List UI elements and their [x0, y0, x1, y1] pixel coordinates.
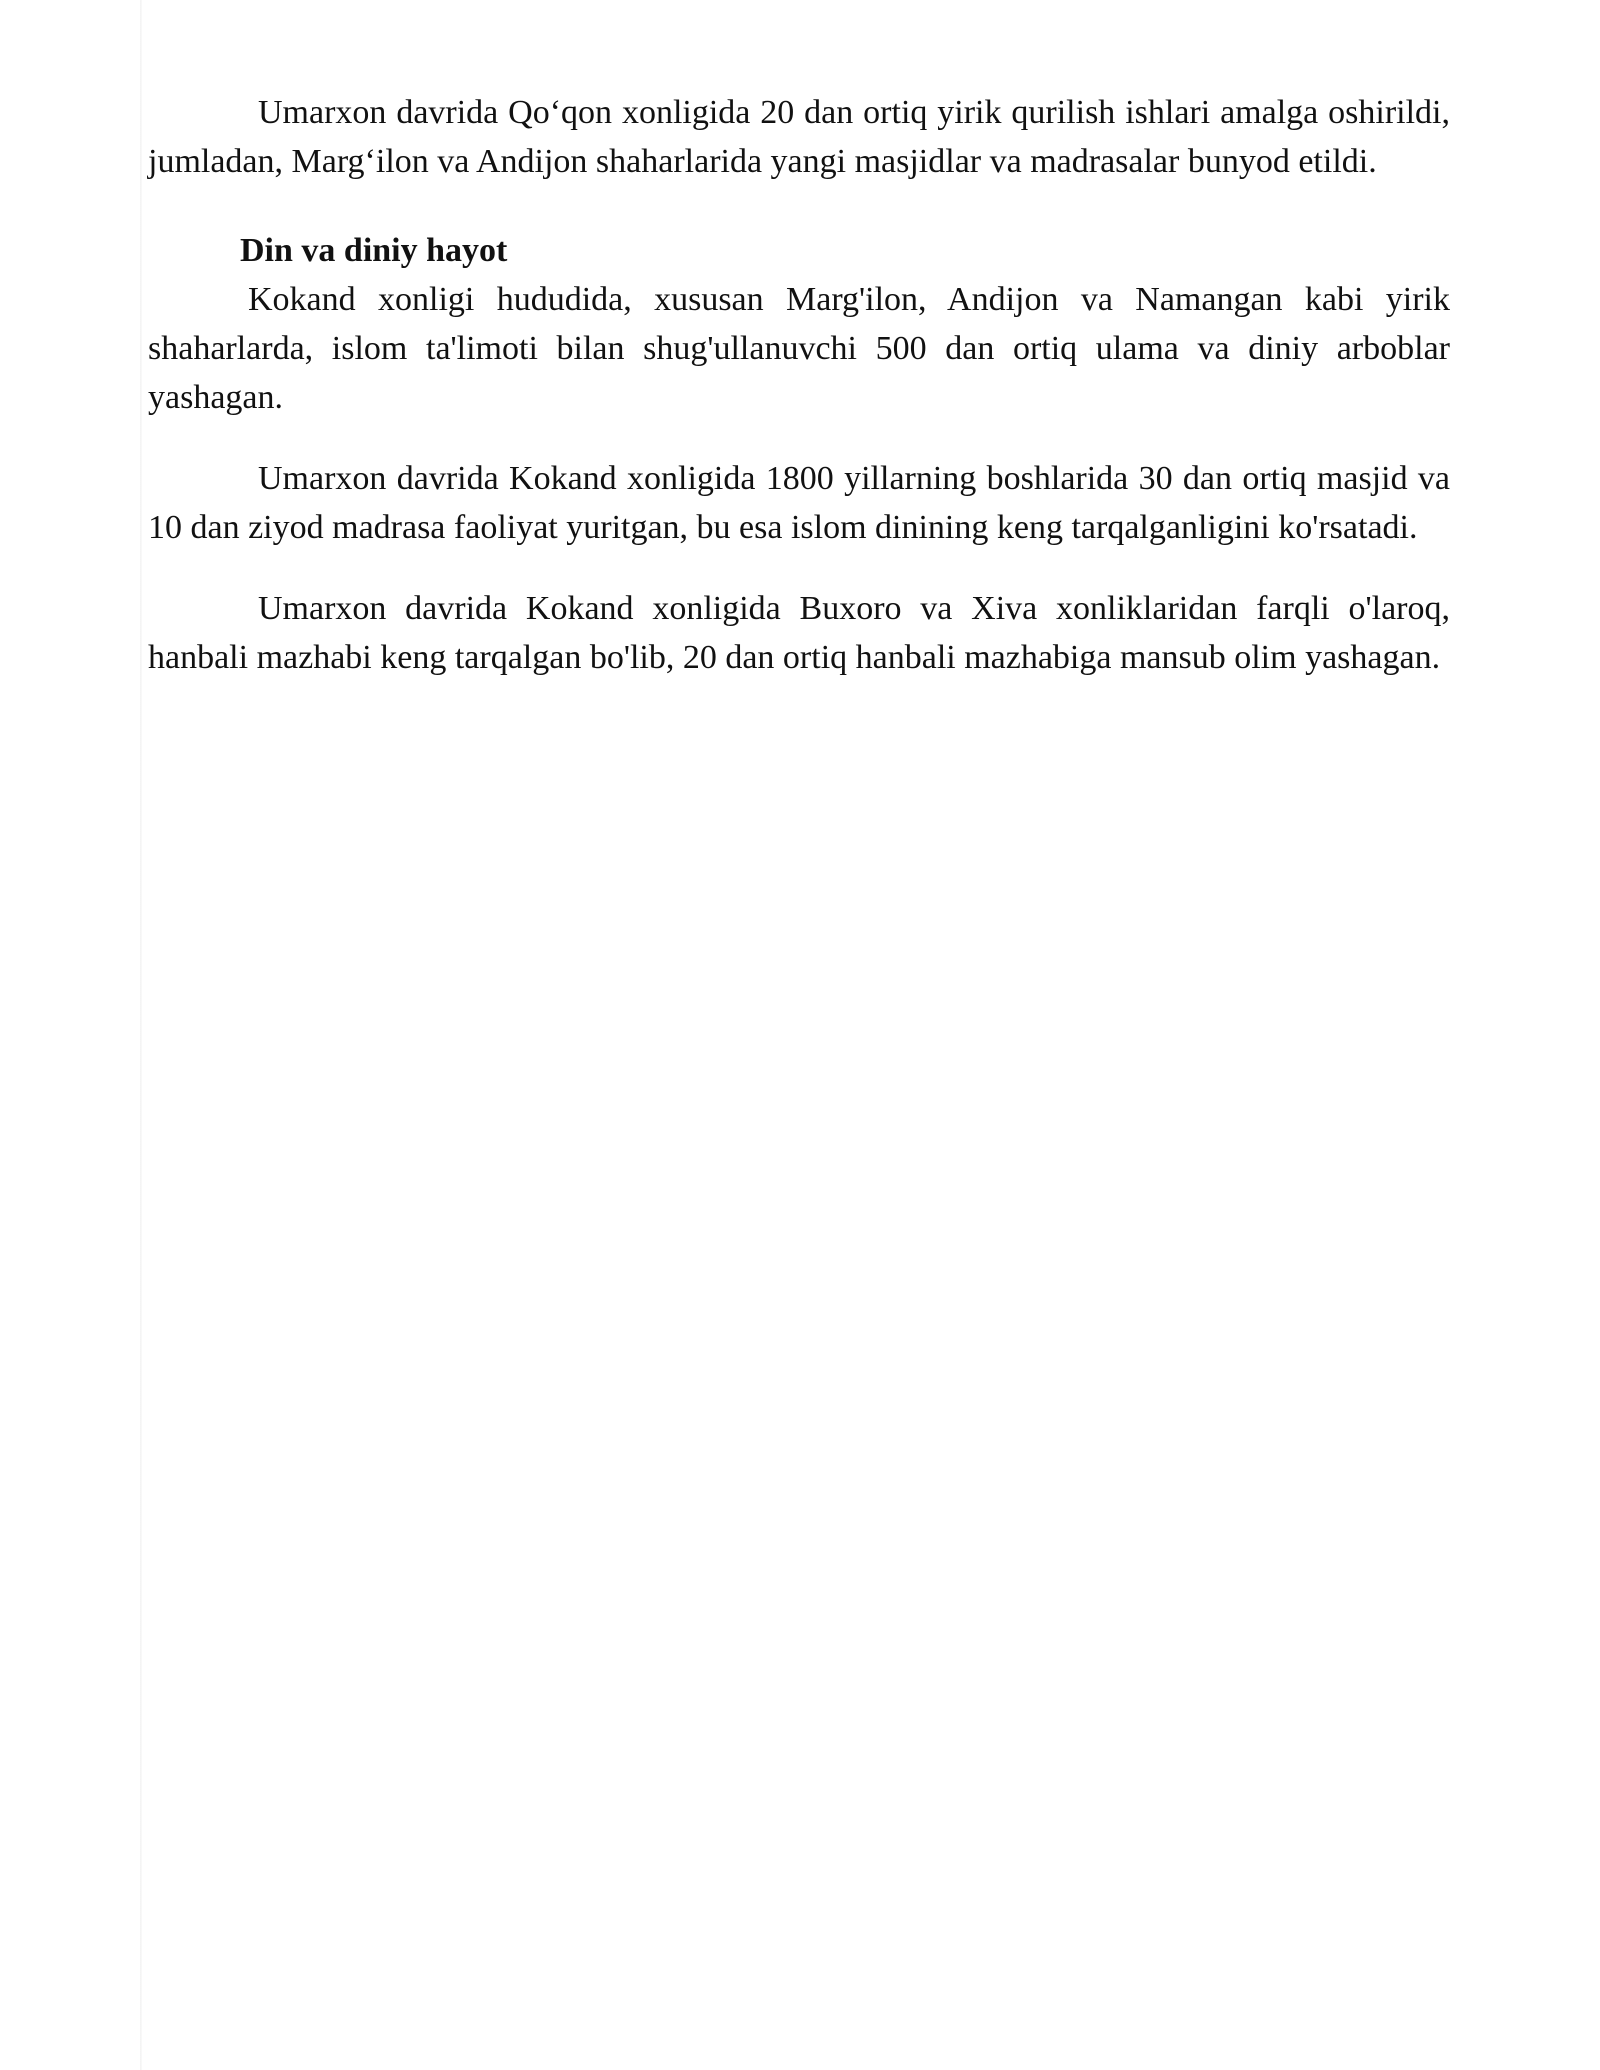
- paragraph-hanbali: Umarxon davrida Kokand xonligida Buxoro va Xiva xonliklaridan farqli o'laroq, hanbali mazhabi keng tarqalgan bo'lib, 20 dan ortiq hanbali mazhabiga mansub olim yashagan.: [148, 590, 1450, 676]
- section-heading: Din va diniy hayot: [240, 232, 508, 269]
- paragraph-construction: Umarxon davrida Qo‘qon xonligida 20 dan ortiq yirik qurilish ishlari amalga oshirildi, jumladan, Marg‘ilon va Andijon shaharlarida yangi masjidlar va madrasalar bunyod etildi.: [148, 94, 1450, 180]
- page-shadow-edge: [140, 0, 142, 2070]
- paragraph-mosques: Umarxon davrida Kokand xonligida 1800 yillarning boshlarida 30 dan ortiq masjid va 10 dan ziyod madrasa faoliyat yuritgan, bu esa islom dinining keng tarqalganligini ko'rsatadi.: [148, 460, 1450, 546]
- document-body: [148, 88, 1450, 682]
- paragraph-ulama: Kokand xonligi hududida, xususan Marg'ilon, Andijon va Namangan kabi yirik shaharlarda, islom ta'limoti bilan shug'ullanuvchi 500 dan ortiq ulama va diniy arboblar yashagan.: [148, 281, 1450, 416]
